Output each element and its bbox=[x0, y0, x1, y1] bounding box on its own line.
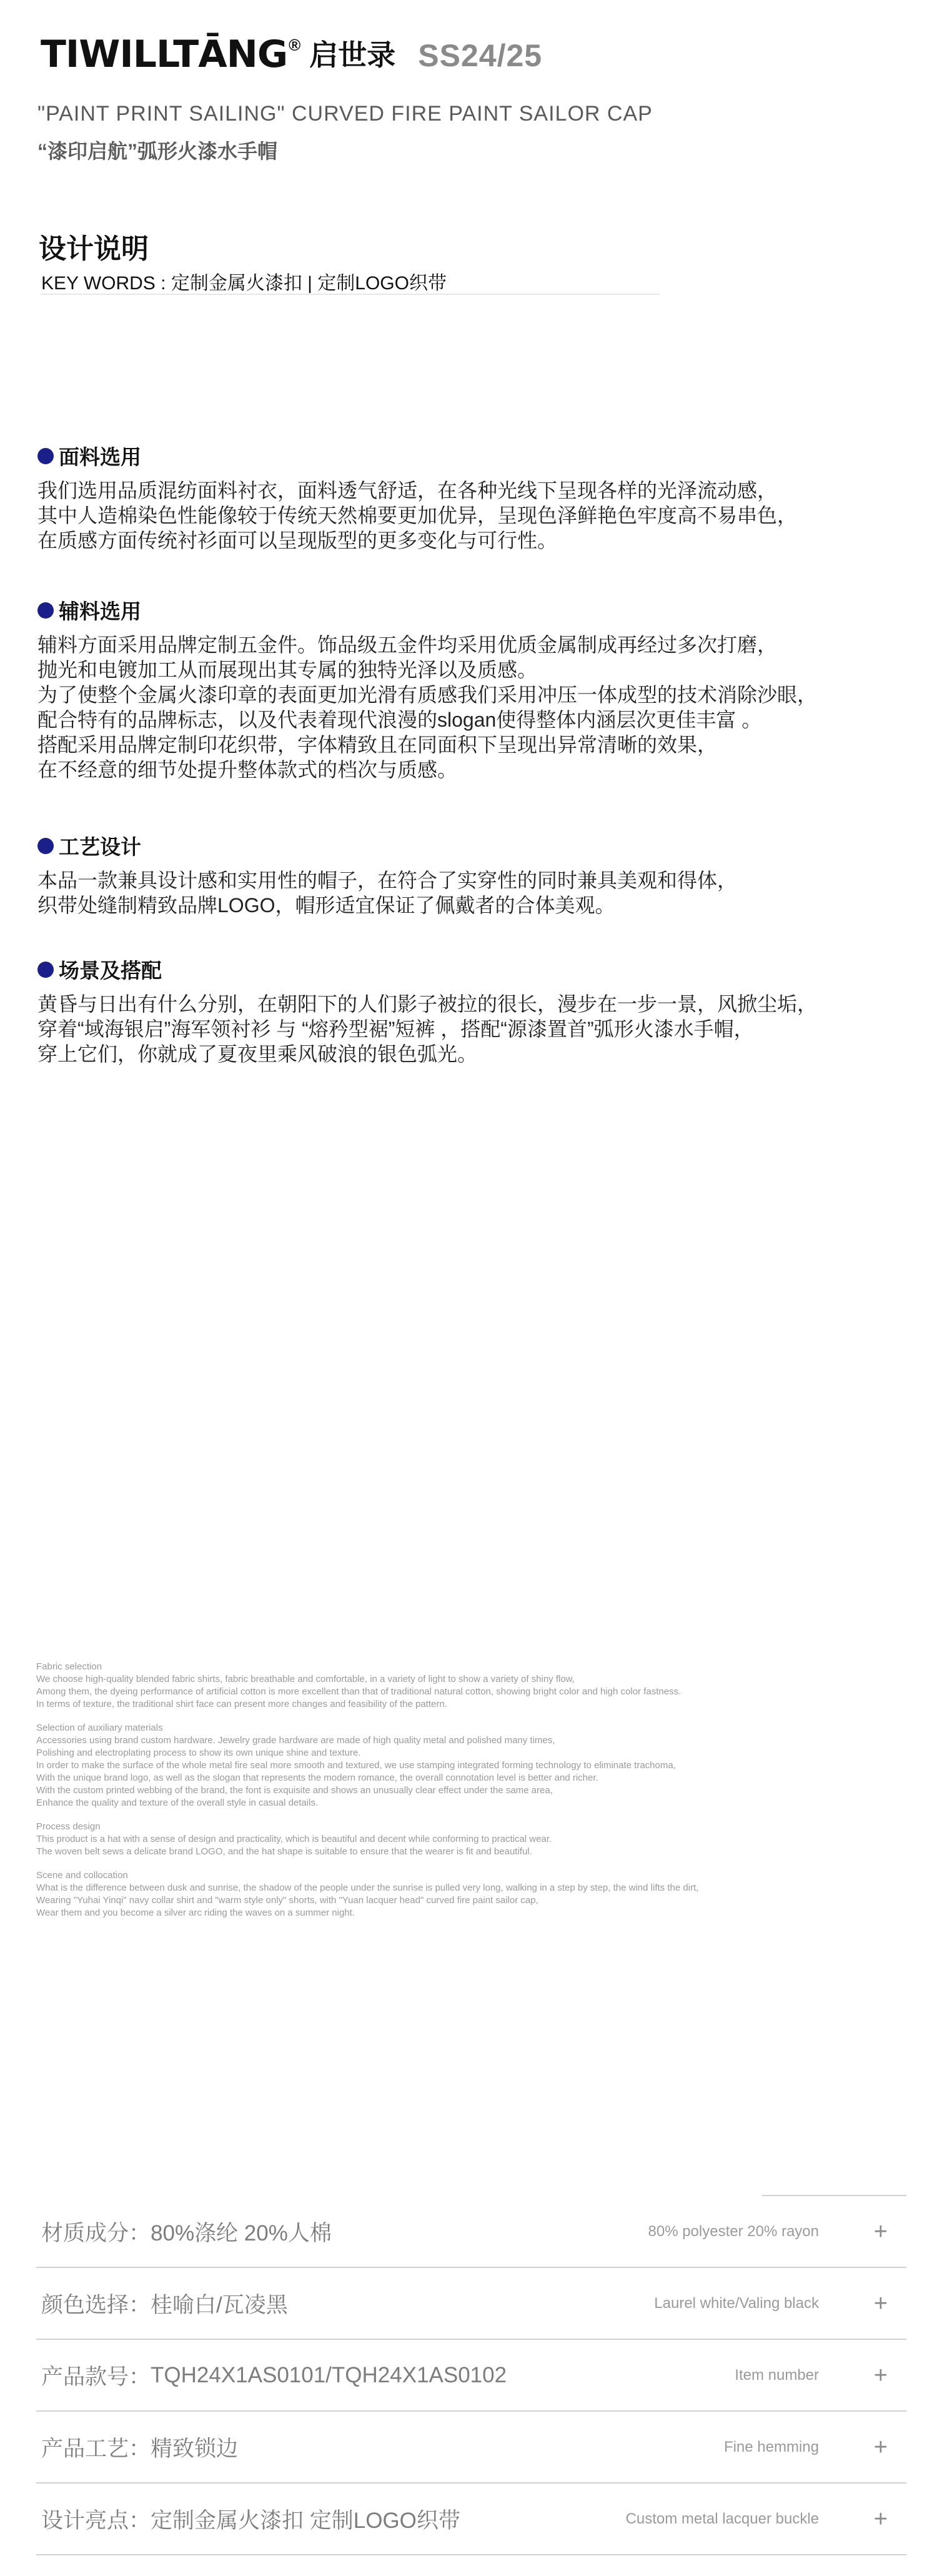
spec-label: 材质成分： bbox=[41, 2220, 151, 2245]
section-body: 辅料方面采用品牌定制五金件。饰品级五金件均采用优质金属制成再经过多次打磨， 抛光和电镀加工从而展现出其专属的独特光泽以及质感。 为了使整个金属火漆印章的表面更加光滑有质感我们采用冲压一体成型的技术消除沙眼， 配合特有的品牌标志，以及代表着现代浪漫的slogan使得整体内涵层次更佳丰富 。 搭配采用品牌定制印花织带，字体精致且在同面积下呈现出异常清晰的效果， 在不经意的细节处提升整体款式的档次与质感。 bbox=[37, 634, 818, 781]
spec-row-highlight[interactable] bbox=[36, 2484, 906, 2555]
english-fabric-paragraph: Fabric selection We choose high-quality blended fabric shirts, fabric breathable and comfortable, in a variety of light to show a variety of shiny flow, Among them, the dyeing performance of artificial cotton is more excellent than that of traditional natural cotton, showing bright color and high color fastness. In terms of texture, the traditional shirt face can present more changes and feasibility of the pattern. bbox=[36, 1661, 682, 1709]
english-process-paragraph: Process design This product is a hat with a sense of design and practicality, which is beautiful and decent while conforming to practical wear. The woven belt sews a delicate brand LOGO, and the hat shape is suitable to ensure that the wearer is fit and beautiful. bbox=[36, 1821, 552, 1857]
spec-english: Custom metal lacquer buckle bbox=[625, 2510, 819, 2527]
brand-logo-text: TIWILLTĀNG bbox=[41, 32, 288, 76]
spec-row-material[interactable] bbox=[36, 2196, 906, 2268]
section-scene bbox=[37, 955, 817, 1067]
plus-icon[interactable]: + bbox=[873, 2434, 888, 2460]
section-heading bbox=[37, 955, 817, 984]
spec-english: 80% polyester 20% rayon bbox=[648, 2222, 819, 2240]
section-title: 场景及搭配 bbox=[59, 959, 162, 982]
spec-row-craft[interactable] bbox=[36, 2412, 906, 2484]
section-body: 黄昏与日出有什么分别，在朝阳下的人们影子被拉的很长，漫步在一步一景，风掀尘垢， 穿着“域海银启”海军领衬衫 与 “熔矜型裾”短裤 ，搭配“源漆置首”弧形火漆水手帽， 穿上它们，你就成了夏夜里乘风破浪的银色弧光。 bbox=[37, 993, 818, 1065]
plus-icon[interactable]: + bbox=[873, 2362, 888, 2389]
bullet-dot-icon bbox=[37, 838, 54, 854]
spec-value: 桂喻白/瓦凌黑 bbox=[151, 2292, 288, 2317]
spec-row-color[interactable] bbox=[36, 2268, 906, 2340]
section-title: 面料选用 bbox=[59, 445, 141, 469]
registered-mark: ® bbox=[289, 36, 301, 54]
season-label: SS24/25 bbox=[418, 38, 543, 73]
section-title: 工艺设计 bbox=[59, 835, 141, 858]
english-accessories-paragraph: Selection of auxiliary materials Accessories using brand custom hardware. Jewelry grade hardware are made of high quality metal and polished many times, Polishing and electroplating process to show its own unique shine and texture. In order to make the surface of the whole metal fire seal more smooth and textured, we use stamping integrated forming technology to eliminate trachoma, With the unique brand logo, as well as the slogan that represents the modern romance, the overall connotation level is better and richer. With the custom printed webbing of the brand, the font is exquisite and shows an unusually clear effect under the same area, Enhance the quality and texture of the overall style in casual details. bbox=[36, 1723, 676, 1808]
section-body: 本品一款兼具设计感和实用性的帽子，在符合了实穿性的同时兼具美观和得体， 织带处缝制精致品牌LOGO，帽形适宜保证了佩戴者的合体美观。 bbox=[37, 869, 738, 917]
plus-icon[interactable]: + bbox=[873, 2218, 888, 2245]
plus-icon[interactable]: + bbox=[873, 2505, 888, 2532]
design-heading: 设计说明 bbox=[39, 234, 149, 264]
keywords-line: KEY WORDS : 定制金属火漆扣 | 定制LOGO织带 bbox=[41, 273, 447, 294]
section-body: 我们选用品质混纺面料衬衣，面料透气舒适，在各种光线下呈现各样的光泽流动感， 其中人造棉染色性能像较于传统天然棉要更加优异，呈现色泽鲜艳色牢度高不易串色， 在质感方面传统衬衫面可以呈现版型的更多变化与可行性。 bbox=[37, 479, 798, 552]
brand-header bbox=[41, 32, 542, 76]
section-accessories bbox=[37, 595, 817, 782]
bullet-dot-icon bbox=[37, 448, 54, 464]
section-heading bbox=[37, 441, 797, 470]
spec-english: Item number bbox=[735, 2366, 819, 2384]
spec-label: 颜色选择： bbox=[41, 2292, 151, 2317]
bullet-dot-icon bbox=[37, 602, 54, 619]
spec-english: Laurel white/Valing black bbox=[654, 2294, 819, 2312]
product-title-en: "PAINT PRINT SAILING" CURVED FIRE PAINT SAILOR CAP bbox=[37, 102, 653, 126]
section-craft bbox=[37, 831, 737, 918]
spec-label: 设计亮点： bbox=[41, 2508, 151, 2533]
section-title: 辅料选用 bbox=[59, 600, 141, 623]
keywords-divider bbox=[41, 294, 660, 295]
spec-english: Fine hemming bbox=[723, 2438, 819, 2455]
section-heading bbox=[37, 831, 737, 860]
spec-value: 定制金属火漆扣 定制LOGO织带 bbox=[151, 2508, 460, 2533]
spec-value: 80%涤纶 20%人棉 bbox=[151, 2220, 332, 2245]
section-heading bbox=[37, 595, 817, 625]
bullet-dot-icon bbox=[37, 962, 54, 978]
section-fabric bbox=[37, 441, 797, 553]
spec-value: TQH24X1AS0101/TQH24X1AS0102 bbox=[151, 2362, 507, 2387]
spec-row-item-number[interactable] bbox=[36, 2340, 906, 2412]
spec-value: 精致锁边 bbox=[151, 2436, 239, 2461]
spec-label: 产品工艺： bbox=[41, 2436, 151, 2461]
product-title-cn: “漆印启航”弧形火漆水手帽 bbox=[37, 140, 278, 162]
english-scene-paragraph: Scene and collocation What is the difference between dusk and sunrise, the shadow of the people under the sunrise is pulled very long, walking in a step by step, the wind lifts the dirt, Wearing "Yuhai Yinqi" navy collar shirt and "warm style only" shorts, with "Yuan lacquer head" curved fire paint sailor cap, Wear them and you become a silver arc riding the waves on a summer night. bbox=[36, 1870, 699, 1918]
spec-label: 产品款号： bbox=[41, 2364, 151, 2389]
brand-chinese-name: 启世录 bbox=[309, 39, 396, 71]
plus-icon[interactable]: + bbox=[873, 2290, 888, 2317]
